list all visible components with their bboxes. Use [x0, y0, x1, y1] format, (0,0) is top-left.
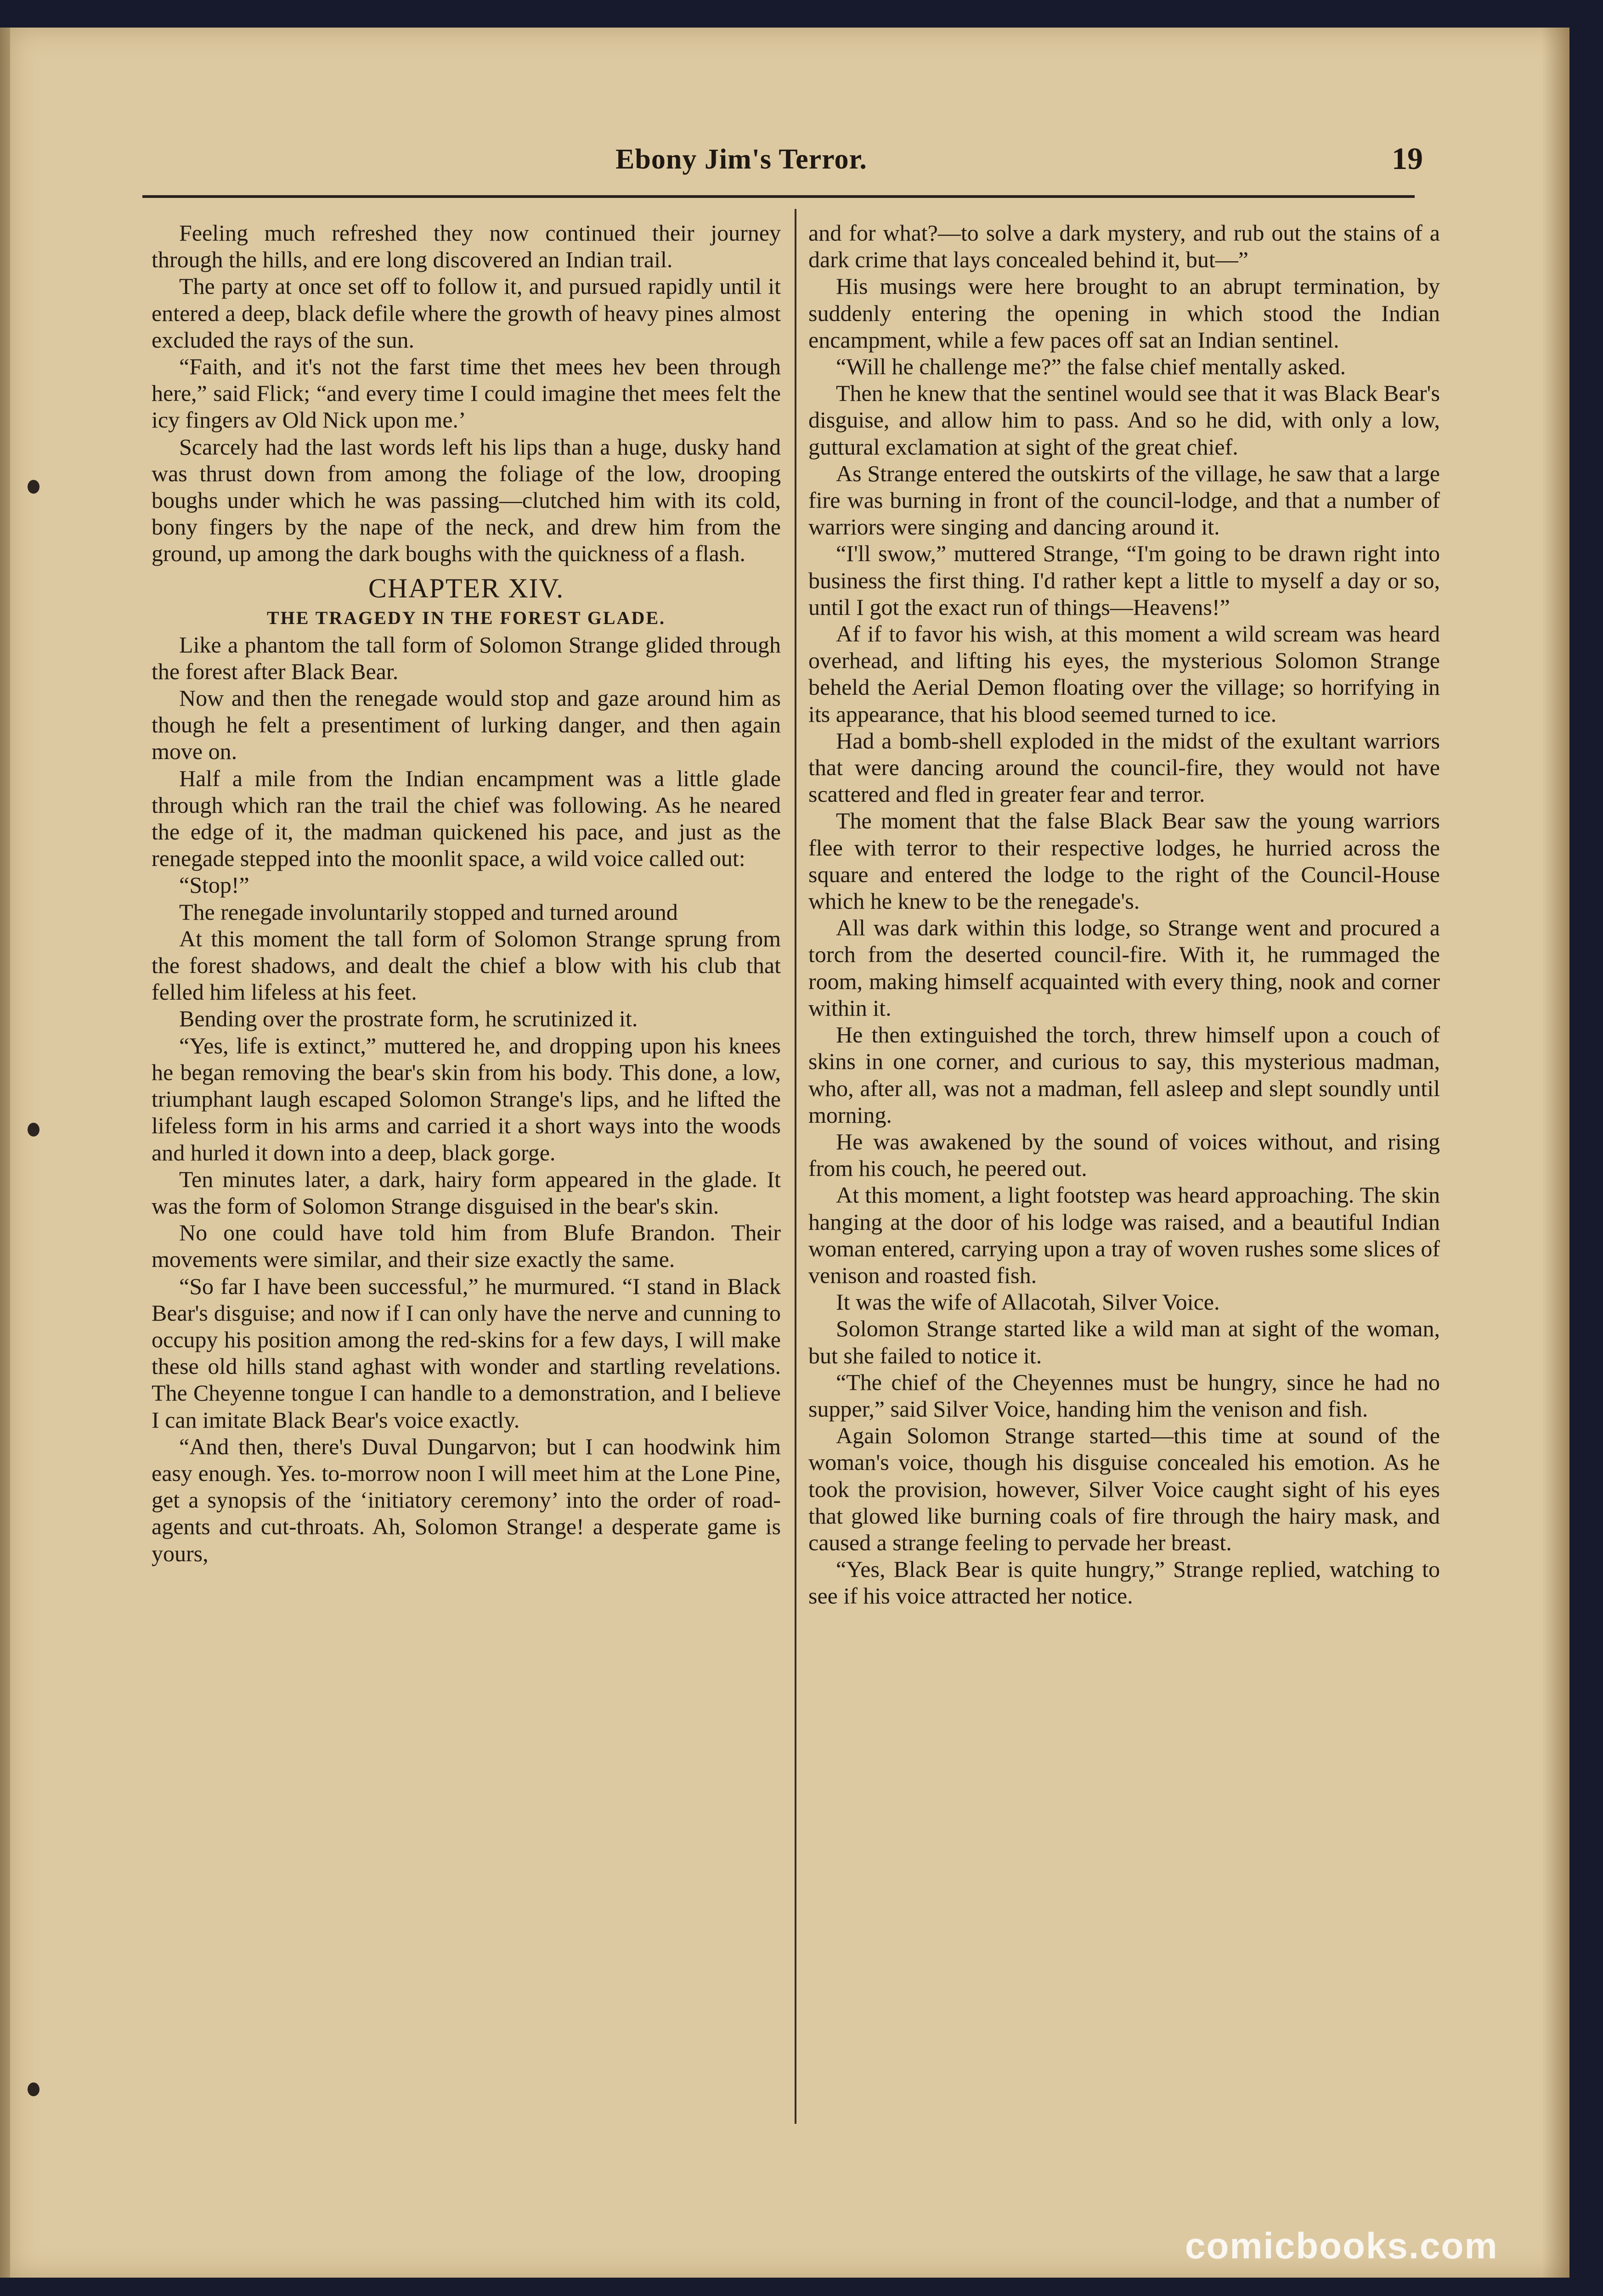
- paragraph: Ten minutes later, a dark, hairy form appeared in the glade. It was the form of Solomon Strange disguised in the bear's skin.: [152, 1166, 781, 1219]
- paragraph: He then extinguished the torch, threw himself upon a couch of skins in one corner, and curious to say, this mysterious madman, who, after all, was not a madman, fell asleep and slept soundly until morning.: [808, 1022, 1440, 1128]
- paragraph: All was dark within this lodge, so Strange went and procured a torch from the deserted council-fire. With it, he rummaged the room, making himself acquainted with every thing, nook and corner within it.: [808, 915, 1440, 1021]
- paragraph: Feeling much refreshed they now continued their journey through the hills, and ere long discovered an Indian trail.: [152, 220, 781, 273]
- chapter-subheading: THE TRAGEDY IN THE FOREST GLADE.: [266, 607, 666, 628]
- right-column: [808, 219, 1440, 1609]
- paragraph: Solomon Strange started like a wild man at sight of the woman, but she failed to notice it.: [808, 1316, 1440, 1368]
- paragraph: He was awakened by the sound of voices without, and rising from his couch, he peered out.: [808, 1128, 1440, 1182]
- paragraph: It was the wife of Allacotah, Silver Voice.: [836, 1289, 1220, 1315]
- paragraph: Af if to favor his wish, at this moment a wild scream was heard overhead, and lifting his eyes, the mysterious Solomon Strange beheld the Aerial Demon floating over the village; so horrifying in its appearance, that his blood seemed turned to ice.: [808, 621, 1440, 727]
- paragraph: At this moment the tall form of Solomon Strange sprung from the forest shadows, and dealt the chief a blow with his club that felled him lifeless at his feet.: [152, 925, 781, 1005]
- paragraph: Like a phantom the tall form of Solomon Strange glided through the forest after Black Bear.: [152, 631, 781, 684]
- paragraph: Now and then the renegade would stop and gaze around him as though he felt a presentiment of lurking danger, and then again move on.: [152, 685, 781, 765]
- left-column: [152, 219, 781, 1567]
- binding-hole: [28, 480, 40, 494]
- binding-hole: [28, 2082, 40, 2096]
- column-rule: [795, 209, 796, 2124]
- header-rule: [142, 195, 1415, 198]
- paragraph: “Stop!”: [179, 872, 249, 898]
- paragraph: The party at once set off to follow it, and pursued rapidly until it entered a deep, black defile where the growth of heavy pines almost excluded the rays of the sun.: [152, 273, 781, 353]
- paragraph: and for what?—to solve a dark mystery, and rub out the stains of a dark crime that lays concealed behind it, but—”: [808, 220, 1440, 273]
- chapter-heading: CHAPTER XIV.: [368, 573, 564, 603]
- paragraph: “So far I have been successful,” he murmured. “I stand in Black Bear's disguise; and now if I can only have the nerve and cunning to occupy his position among the red-skins for a few days, I will make these old hills stand aghast with wonder and startling revelations. The Cheyenne tongue I can handle to a demonstration, and I believe I can imitate Black Bear's voice exactly.: [152, 1273, 781, 1433]
- watermark-logo: comicbooks.com: [1185, 2225, 1498, 2266]
- paragraph: “Will he challenge me?” the false chief mentally asked.: [836, 354, 1346, 380]
- page-number: 19: [1392, 141, 1423, 176]
- paragraph: The renegade involuntarily stopped and turned around: [179, 899, 678, 925]
- paragraph: Half a mile from the Indian encampment was a little glade through which ran the trail the chief was following. As he neared the edge of it, the madman quickened his pace, and just as the renegade stepped into the moonlit space, a wild voice called out:: [152, 765, 781, 872]
- paragraph: His musings were here brought to an abrupt termination, by suddenly entering the opening in which stood the Indian encampment, while a few paces off sat an Indian sentinel.: [808, 273, 1440, 353]
- page-shade: [1542, 28, 1569, 2278]
- paragraph: “Yes, life is extinct,” muttered he, and dropping upon his knees he began removing the bear's skin from his body. This done, a low, triumphant laugh escaped Solomon Strange's lips, and he lifted the lifeless form in his arms and carried it a short ways into the woods and hurled it down into a deep, black gorge.: [152, 1032, 781, 1165]
- paragraph: “Yes, Black Bear is quite hungry,” Strange replied, watching to see if his voice attracted her notice.: [808, 1556, 1440, 1609]
- paragraph: “And then, there's Duval Dungarvon; but I can hoodwink him easy enough. Yes. to-morrow noon I will meet him at the Lone Pine, get a synopsis of the ‘initiatory ceremony’ into the order of road-agents and cut-throats. Ah, Solomon Strange! a desperate game is yours,: [152, 1433, 781, 1566]
- running-title: Ebony Jim's Terror.: [615, 144, 867, 175]
- paragraph: “Faith, and it's not the farst time thet mees hev been through here,” said Flick; “and every time I could imagine thet mees felt the icy fingers av Old Nick upon me.’: [152, 354, 781, 433]
- paragraph: Again Solomon Strange started—this time at sound of the woman's voice, though his disguise concealed his emotion. As he took the provision, however, Silver Voice caught sight of his eyes that glowed like burning coals of fire through the hairy mask, and caused a strange feeling to pervade her breast.: [808, 1423, 1440, 1555]
- paragraph: Had a bomb-shell exploded in the midst of the exultant warriors that were dancing around the council-fire, they would not have scattered and fled in greater fear and terror.: [808, 727, 1440, 807]
- paragraph: Then he knew that the sentinel would see that it was Black Bear's disguise, and allow him to pass. And so he did, with only a low, guttural exclamation at sight of the great chief.: [808, 380, 1440, 460]
- binding-hole: [28, 1123, 40, 1137]
- paragraph: “I'll swow,” muttered Strange, “I'm going to be drawn right into business the first thing. I'd rather kept a little to myself a day or so, until I got the exact run of things—Heavens!”: [808, 540, 1440, 620]
- paragraph: As Strange entered the outskirts of the village, he saw that a large fire was burning in front of the council-lodge, and that a number of warriors were singing and dancing around it.: [808, 460, 1440, 540]
- paragraph: Scarcely had the last words left his lips than a huge, dusky hand was thrust down from among the foliage of the low, drooping boughs under which he was passing—clutched him with its cold, bony fingers by the nape of the neck, and drew him from the ground, up among the dark boughs with the quickness of a flash.: [152, 433, 781, 567]
- paragraph: “The chief of the Cheyennes must be hungry, since he had no supper,” said Silver Voice, handing him the venison and fish.: [808, 1369, 1440, 1422]
- paragraph: No one could have told him from Blufe Brandon. Their movements were similar, and their size exactly the same.: [152, 1220, 781, 1272]
- paragraph: The moment that the false Black Bear saw the young warriors flee with terror to their respective lodges, he hurried across the square and entered the lodge to the right of the Council-House which he knew to be the renegade's.: [808, 808, 1440, 914]
- paragraph: Bending over the prostrate form, he scrutinized it.: [179, 1006, 638, 1032]
- paragraph: At this moment, a light footstep was heard approaching. The skin hanging at the door of his lodge was raised, and a beautiful Indian woman entered, carrying upon a tray of woven rushes some slices of venison and roasted fish.: [808, 1182, 1440, 1288]
